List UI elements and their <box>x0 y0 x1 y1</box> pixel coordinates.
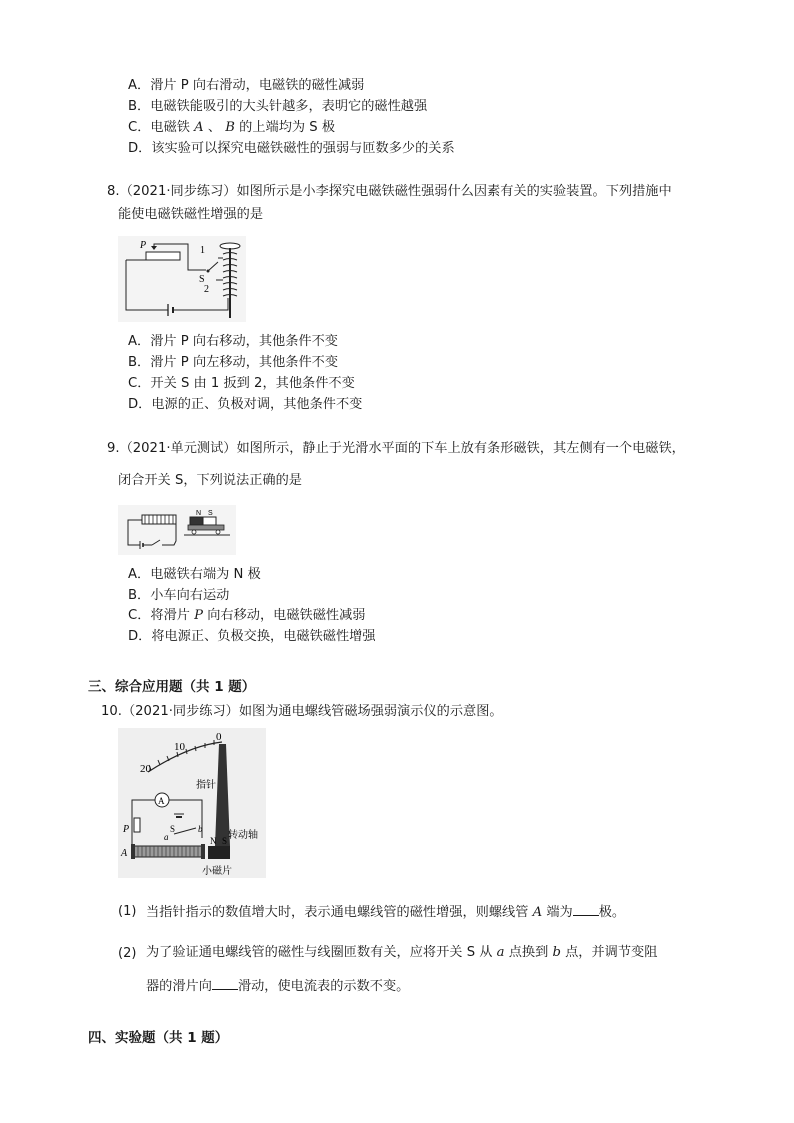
q8-option-c: C．开关 S 由 1 扳到 2，其他条件不变 <box>128 376 355 391</box>
q7-option-a: A．滑片 P 向右滑动，电磁铁的磁性减弱 <box>128 78 365 93</box>
q10-label-magnet: 小磁片 <box>202 866 232 877</box>
q10-sub1-blank[interactable] <box>573 902 599 916</box>
q9-stem-line1: 9.（2021·单元测试）如图所示，静止于光滑水平面的下车上放有条形磁铁，其左侧有一个电磁铁， <box>107 441 685 456</box>
q8-option-a: A．滑片 P 向右移动，其他条件不变 <box>128 334 338 349</box>
q10-sub2-blank[interactable] <box>212 976 238 990</box>
q7-option-d: D．该实验可以探究电磁铁磁性的强弱与匝数多少的关系 <box>128 141 455 156</box>
q10-label-A: A <box>121 848 128 859</box>
q10-label-s: S <box>170 824 176 834</box>
q8-figure <box>118 236 246 322</box>
q10-sub1-text: 当指针指示的数值增大时，表示通电螺线管的磁性增强，则螺线管 A 端为 极。 <box>146 902 625 922</box>
q9-option-b: B．小车向右运动 <box>128 588 230 603</box>
q10-label-axis: 转动轴 <box>228 830 258 841</box>
q8-label-s: S <box>199 274 205 285</box>
q8-label-1: 1 <box>200 245 205 256</box>
q9-stem-line2: 闭合开关 S，下列说法正确的是 <box>118 473 302 488</box>
q10-label-a: a <box>164 832 169 842</box>
q10-ammeter-a: A <box>158 796 165 806</box>
q10-tick-0: 0 <box>216 731 222 743</box>
q7-option-b: B．电磁铁能吸引的大头针越多，表明它的磁性越强 <box>128 99 428 114</box>
q8-label-p: P <box>140 240 147 251</box>
q10-sub1-number: (1) <box>118 904 137 919</box>
q8-stem-line2: 能使电磁铁磁性增强的是 <box>118 207 264 222</box>
q9-figure <box>118 505 236 555</box>
q10-tick-10: 10 <box>174 741 185 753</box>
q10-label-p: P <box>123 824 130 835</box>
q8-stem-line1: 8.（2021·同步练习）如图所示是小李探究电磁铁磁性强弱什么因素有关的实验装置。下列措施中 <box>107 184 672 199</box>
q10-figure <box>118 728 266 878</box>
q10-label-n: N <box>210 836 217 846</box>
q8-label-2: 2 <box>204 284 209 295</box>
q8-option-b: B．滑片 P 向左移动，其他条件不变 <box>128 355 339 370</box>
q10-label-b: b <box>198 824 203 834</box>
q10-label-pointer: 指针 <box>196 780 216 791</box>
q9-label-s: S <box>208 510 213 517</box>
q10-label-s2: S <box>222 836 228 846</box>
q9-label-n: N <box>196 510 202 517</box>
q10-sub2-number: (2) <box>118 946 137 961</box>
q10-sub2-line1: 为了验证通电螺线管的磁性与线圈匝数有关，应将开关 S 从 a 点换到 b 点，并调节变阻 <box>146 945 658 960</box>
q9-option-c: C．将滑片 P 向右移动，电磁铁磁性减弱 <box>128 608 366 623</box>
section-3-heading: 三、综合应用题（共 1 题） <box>88 679 256 695</box>
q10-sub2-line2: 器的滑片向 滑动，使电流表的示数不变。 <box>146 976 409 996</box>
q8-option-d: D．电源的正、负极对调，其他条件不变 <box>128 397 363 412</box>
q7-option-c: C．电磁铁 A 、 B 的上端均为 S 极 <box>128 120 336 135</box>
q9-option-a: A．电磁铁右端为 N 极 <box>128 567 261 582</box>
q10-stem: 10.（2021·同步练习）如图为通电螺线管磁场强弱演示仪的示意图。 <box>101 704 503 719</box>
section-4-heading: 四、实验题（共 1 题） <box>88 1030 229 1046</box>
q10-tick-20: 20 <box>140 763 151 775</box>
q9-option-d: D．将电源正、负极交换，电磁铁磁性增强 <box>128 629 376 644</box>
